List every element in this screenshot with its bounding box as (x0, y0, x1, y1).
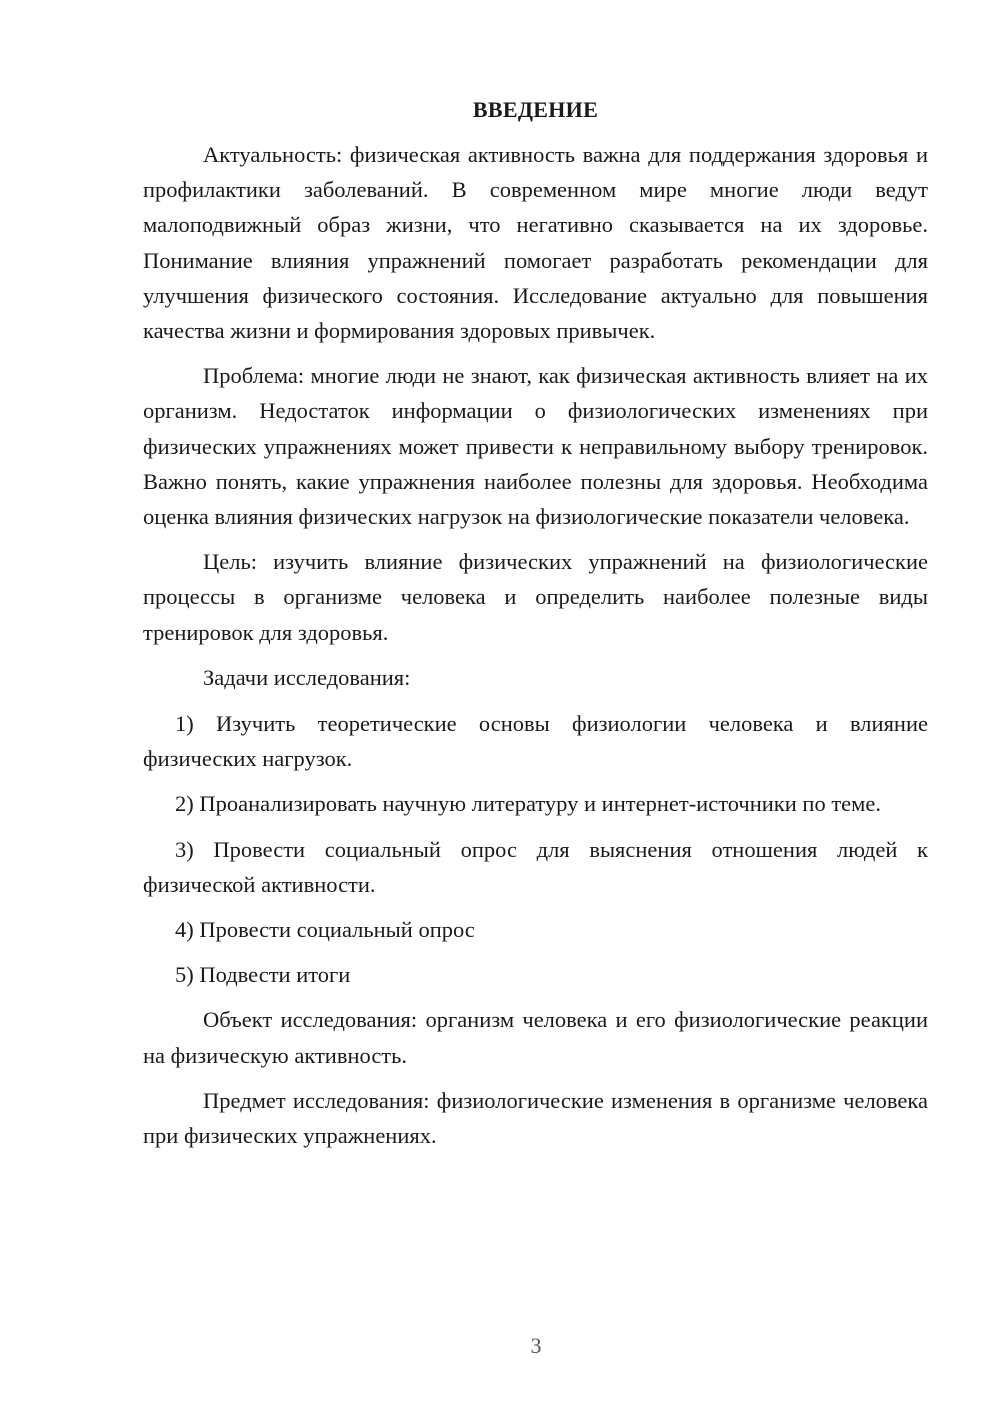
tasks-heading: Задачи исследования: (203, 664, 411, 690)
task-item-4: 4) Провести социальный опрос (175, 917, 475, 943)
subject-paragraph: Предмет исследования: физиологические изменения в организме человека при физических упражнениях. (143, 1087, 928, 1149)
task-item-3: 3) Провести социальный опрос для выяснения отношения людей к физической активности. (143, 836, 928, 897)
relevance-paragraph: Актуальность: физическая активность важна для поддержания здоровья и профилактики заболеваний. В современном мире многие люди ведут малоподвижный образ жизни, что негативно сказывается на их здоровье. Понимание влияния упражнений помогает разработать рекомендации для улучшения физического состояния. Исследование актуально для повышения качества жизни и формирования здоровых привычек. (143, 142, 928, 344)
page-number: 3 (530, 1333, 542, 1358)
problem-paragraph: Проблема: многие люди не знают, как физическая активность влияет на их организм. Недостаток информации о физиологических изменениях при физических упражнениях может привести к неправильному выбору тренировок. Важно понять, какие упражнения наиболее полезны для здоровья. Необходима оценка влияния физических нагрузок на физиологические показатели человека. (143, 363, 928, 530)
document-page (143, 95, 928, 1163)
object-paragraph: Объект исследования: организм человека и его физиологические реакции на физическую активность. (143, 1007, 928, 1068)
section-title: ВВЕДЕНИЕ (472, 97, 599, 122)
task-item-5: 5) Подвести итоги (175, 962, 351, 988)
task-item-2: 2) Проанализировать научную литературу и интернет-источники по теме. (175, 791, 881, 817)
task-item-1: 1) Изучить теоретические основы физиологии человека и влияние физических нагрузок. (143, 711, 928, 772)
goal-paragraph: Цель: изучить влияние физических упражнений на физиологические процессы в организме человека и определить наиболее полезные виды тренировок для здоровья. (143, 549, 928, 645)
